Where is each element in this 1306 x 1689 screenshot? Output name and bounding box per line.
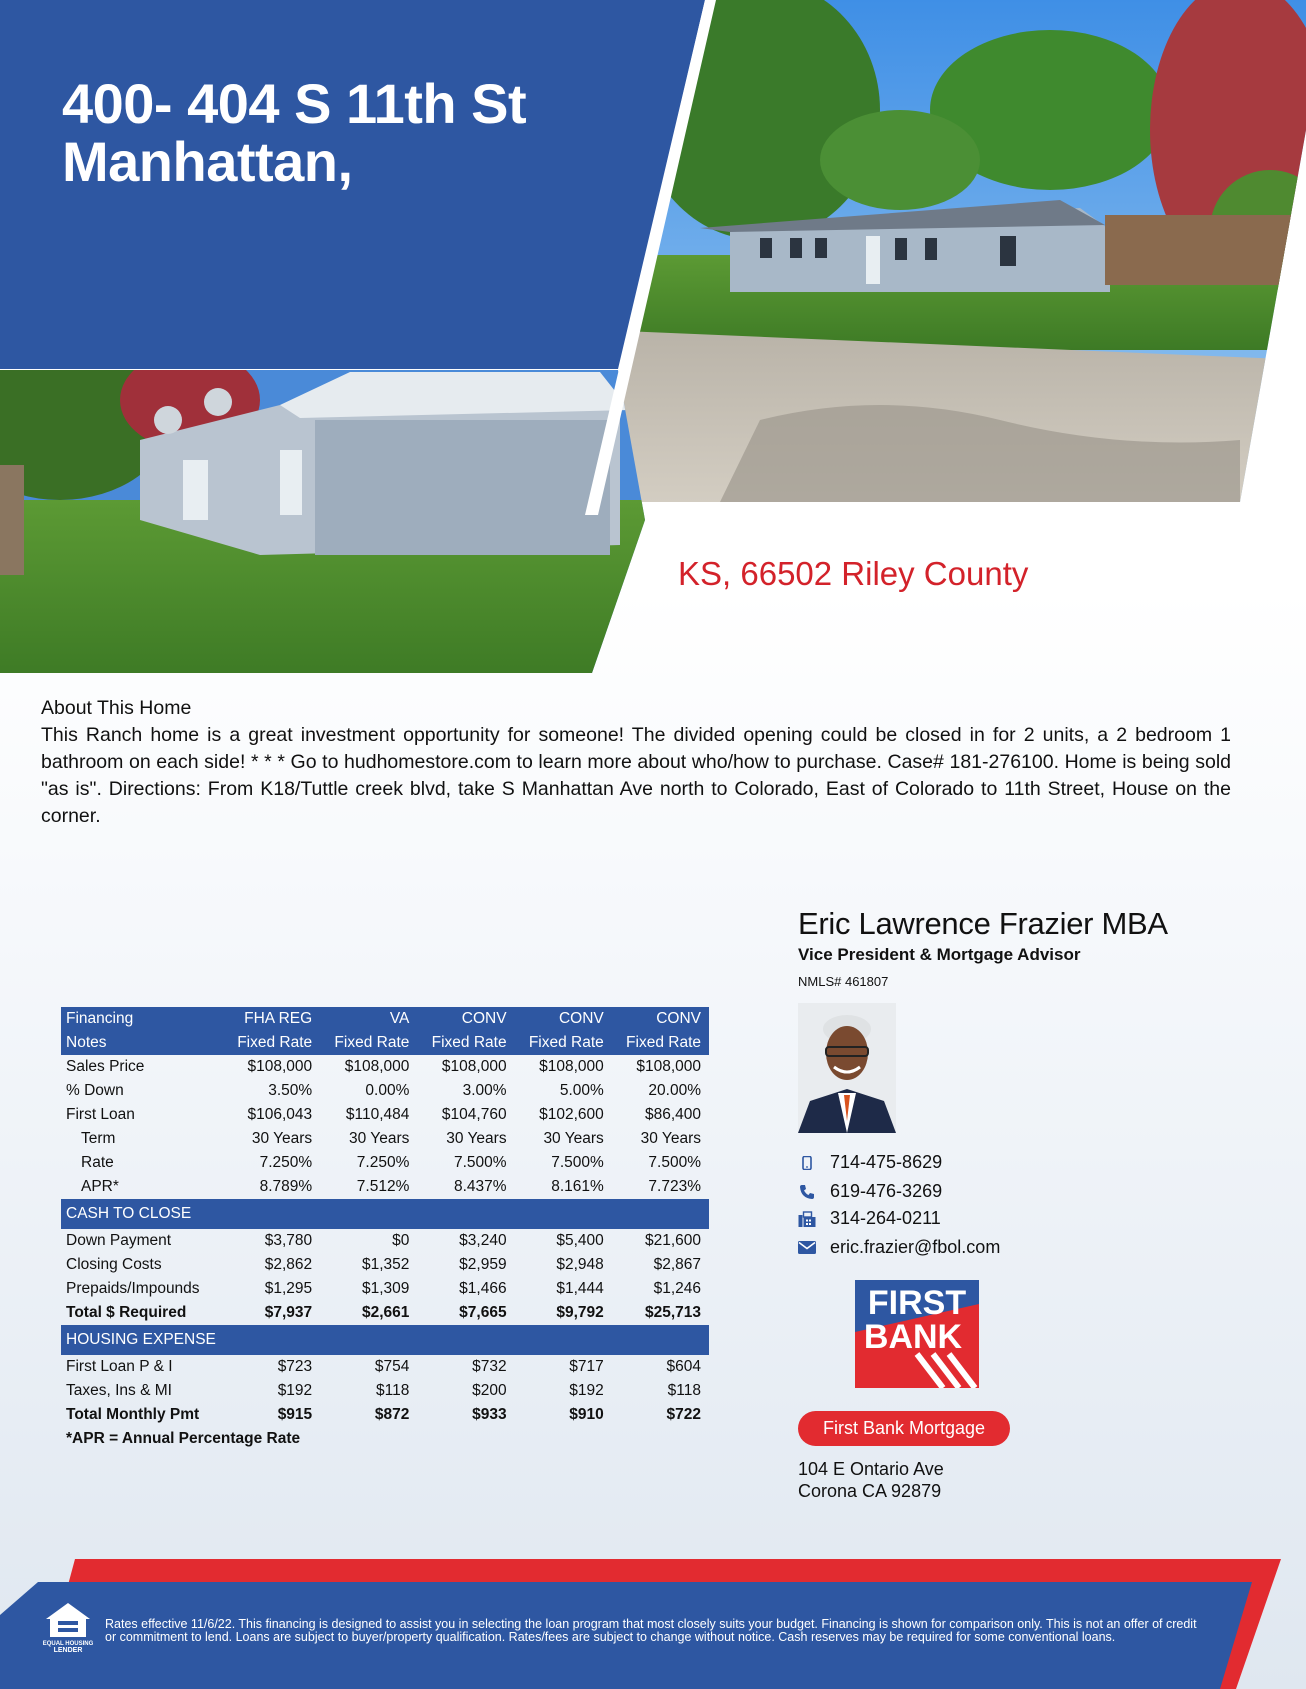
table-cell: $0 xyxy=(392,1232,410,1249)
table-cell: $2,867 xyxy=(653,1256,701,1273)
table-cell: $9,792 xyxy=(556,1304,604,1321)
table-cell: $7,665 xyxy=(459,1304,507,1321)
table-cell: 20.00% xyxy=(648,1082,701,1099)
table-cell: 0.00% xyxy=(365,1082,410,1099)
listing-location: KS, 66502 Riley County xyxy=(678,555,1029,592)
row-label: Total $ Required xyxy=(66,1304,187,1321)
row-label: First Loan P & I xyxy=(66,1358,173,1375)
property-photo-side xyxy=(0,340,650,680)
table-cell: 7.250% xyxy=(356,1154,410,1171)
table-cell: $722 xyxy=(666,1406,701,1423)
fax-icon xyxy=(798,1210,816,1228)
listing-city: Manhattan, xyxy=(62,130,353,193)
table-cell: $7,937 xyxy=(264,1304,313,1321)
table-cell: $2,862 xyxy=(264,1256,313,1273)
table-row xyxy=(61,1403,709,1427)
agent-photo xyxy=(798,1003,896,1133)
about-body: This Ranch home is a great investment opportunity for someone! The divided opening could be closed in for 2 units, a 2 bedroom 1 bathroom on each side! * * * Go to hudhomestore.com to learn more about who/how to purchase. Case# 181-276100. Home is being sold "as is". Directions: From K18/Tuttle creek blvd, take S Manhattan Ave north to Colorado, East of Colorado to 11th Street, House on the corner. xyxy=(41,724,1231,827)
table-row xyxy=(61,1277,709,1301)
table-cell: $106,043 xyxy=(247,1106,313,1123)
table-cell: 7.500% xyxy=(551,1154,604,1171)
row-label: % Down xyxy=(66,1082,124,1099)
row-label: Notes xyxy=(61,1031,223,1055)
table-cell: Fixed Rate xyxy=(612,1031,709,1055)
table-cell: $108,000 xyxy=(636,1058,701,1075)
housing-expense-header xyxy=(61,1325,709,1355)
table-cell: $102,600 xyxy=(539,1106,604,1123)
table-cell: $118 xyxy=(376,1382,410,1399)
table-cell: 7.500% xyxy=(648,1154,701,1171)
fax-contact xyxy=(798,1208,941,1229)
table-cell: CONV xyxy=(612,1007,709,1031)
table-cell: 3.50% xyxy=(268,1082,313,1099)
row-label: Financing xyxy=(61,1007,223,1031)
table-cell: $110,484 xyxy=(345,1106,410,1123)
logo-text-first: FIRST xyxy=(867,1284,967,1322)
table-cell: $108,000 xyxy=(539,1058,604,1075)
table-cell: $1,246 xyxy=(653,1280,701,1297)
table-cell: $915 xyxy=(277,1406,313,1423)
email-contact xyxy=(798,1237,1000,1258)
table-cell: $723 xyxy=(277,1358,313,1375)
row-label: Term xyxy=(81,1130,116,1147)
mobile-contact xyxy=(798,1152,942,1173)
table-cell: $5,400 xyxy=(556,1232,604,1249)
table-row xyxy=(61,1055,709,1079)
table-cell: 5.00% xyxy=(559,1082,604,1099)
company-address-line1: 104 E Ontario Ave xyxy=(798,1459,944,1479)
row-label: First Loan xyxy=(66,1106,135,1123)
phone-icon xyxy=(798,1183,816,1201)
table-header-row xyxy=(61,1007,709,1031)
table-cell: 7.500% xyxy=(454,1154,507,1171)
table-cell: $910 xyxy=(569,1406,604,1423)
table-cell: $21,600 xyxy=(644,1232,701,1249)
mobile-phone-icon xyxy=(798,1154,816,1172)
table-cell: 30 Years xyxy=(640,1130,701,1147)
row-label: Total Monthly Pmt xyxy=(66,1406,200,1423)
mobile-number[interactable]: 714-475-8629 xyxy=(830,1152,943,1172)
row-label: Closing Costs xyxy=(66,1256,162,1273)
table-cell: 30 Years xyxy=(349,1130,410,1147)
table-cell: $192 xyxy=(569,1382,604,1399)
table-cell: $192 xyxy=(277,1382,313,1399)
table-cell: Fixed Rate xyxy=(223,1031,320,1055)
table-cell: 8.161% xyxy=(551,1178,604,1195)
fax-number: 314-264-0211 xyxy=(830,1208,941,1228)
envelope-icon xyxy=(798,1239,816,1257)
cash-to-close-header xyxy=(61,1199,709,1229)
table-cell: $2,661 xyxy=(361,1304,410,1321)
phone-contact xyxy=(798,1181,942,1202)
table-cell: $108,000 xyxy=(441,1058,507,1075)
table-cell: 3.00% xyxy=(462,1082,507,1099)
table-cell: $604 xyxy=(666,1358,701,1375)
hero-banner xyxy=(0,0,1306,680)
table-cell: CONV xyxy=(417,1007,514,1031)
agent-name: Eric Lawrence Frazier MBA xyxy=(798,906,1168,941)
table-cell: $872 xyxy=(374,1406,410,1423)
table-row xyxy=(61,1301,709,1325)
logo-text-bank: BANK xyxy=(863,1318,963,1356)
table-cell: CONV xyxy=(515,1007,612,1031)
section-label: CASH TO CLOSE xyxy=(61,1199,709,1229)
table-cell: Fixed Rate xyxy=(417,1031,514,1055)
table-cell: $118 xyxy=(667,1382,701,1399)
about-section xyxy=(41,695,1231,830)
company-address-line2: Corona CA 92879 xyxy=(798,1481,942,1501)
financing-table xyxy=(61,1007,709,1427)
table-cell: $933 xyxy=(472,1406,507,1423)
about-heading: About This Home xyxy=(41,697,192,719)
table-row xyxy=(61,1103,709,1127)
email-address[interactable]: eric.frazier@fbol.com xyxy=(830,1237,1001,1257)
table-cell: $717 xyxy=(569,1358,604,1375)
equal-housing-icon xyxy=(42,1601,94,1653)
table-cell: $1,309 xyxy=(361,1280,410,1297)
table-cell: Fixed Rate xyxy=(515,1031,612,1055)
table-row xyxy=(61,1229,709,1253)
table-cell: $1,444 xyxy=(556,1280,604,1297)
table-cell: $3,240 xyxy=(459,1232,507,1249)
table-cell: $25,713 xyxy=(644,1304,701,1321)
row-label: Rate xyxy=(81,1154,114,1171)
table-cell: VA xyxy=(320,1007,417,1031)
listing-address: 400- 404 S 11th St xyxy=(62,72,527,135)
table-cell: $1,352 xyxy=(361,1256,410,1273)
table-row xyxy=(61,1151,709,1175)
table-cell: $86,400 xyxy=(644,1106,701,1123)
agent-nmls: NMLS# 461807 xyxy=(798,974,889,989)
table-cell: $2,959 xyxy=(459,1256,507,1273)
table-cell: $754 xyxy=(374,1358,410,1375)
table-cell: $3,780 xyxy=(264,1232,313,1249)
table-cell: $1,466 xyxy=(459,1280,507,1297)
table-cell: $104,760 xyxy=(441,1106,507,1123)
row-label: Down Payment xyxy=(66,1232,172,1249)
table-header-row xyxy=(61,1031,709,1055)
table-row xyxy=(61,1355,709,1379)
property-photo-front xyxy=(600,0,1306,502)
table-cell: Fixed Rate xyxy=(320,1031,417,1055)
table-cell: 7.723% xyxy=(648,1178,701,1195)
table-cell: $2,948 xyxy=(556,1256,604,1273)
table-row xyxy=(61,1379,709,1403)
apr-note: *APR = Annual Percentage Rate xyxy=(66,1430,301,1447)
company-name-button[interactable]: First Bank Mortgage xyxy=(798,1411,1010,1446)
eho-text-line2: LENDER xyxy=(53,1647,83,1653)
section-label: HOUSING EXPENSE xyxy=(61,1325,709,1355)
footer-disclaimer: Rates effective 11/6/22. This financing is designed to assist you in selecting the loan program that most closely suits your budget. Financing is shown for comparison only. This is not an offer of credit or commitment to lend. Loans are subject to buyer/property qualification. Rates/fees are subject to change without notice. Cash reserves may be required for some conventional loans. xyxy=(105,1617,1197,1644)
table-cell: 8.789% xyxy=(259,1178,313,1195)
row-label: APR* xyxy=(81,1178,119,1195)
table-row xyxy=(61,1175,709,1199)
table-cell: $732 xyxy=(472,1358,507,1375)
table-cell: FHA REG xyxy=(223,1007,320,1031)
table-cell: 30 Years xyxy=(251,1130,313,1147)
table-cell: 8.437% xyxy=(454,1178,507,1195)
table-cell: 30 Years xyxy=(446,1130,507,1147)
table-cell: $200 xyxy=(472,1382,507,1399)
table-row xyxy=(61,1253,709,1277)
table-cell: 7.250% xyxy=(259,1154,313,1171)
table-row xyxy=(61,1127,709,1151)
first-bank-logo xyxy=(855,1280,979,1388)
table-cell: $1,295 xyxy=(264,1280,313,1297)
row-label: Taxes, Ins & MI xyxy=(66,1382,172,1399)
phone-number[interactable]: 619-476-3269 xyxy=(830,1181,943,1201)
table-cell: $108,000 xyxy=(344,1058,410,1075)
table-cell: 7.512% xyxy=(356,1178,410,1195)
row-label: Sales Price xyxy=(66,1058,145,1075)
table-cell: 30 Years xyxy=(543,1130,604,1147)
eho-text-line1: EQUAL HOUSING xyxy=(42,1641,94,1647)
row-label: Prepaids/Impounds xyxy=(66,1280,200,1297)
agent-title: Vice President & Mortgage Advisor xyxy=(798,945,1081,964)
table-row xyxy=(61,1079,709,1103)
table-cell: $108,000 xyxy=(247,1058,313,1075)
